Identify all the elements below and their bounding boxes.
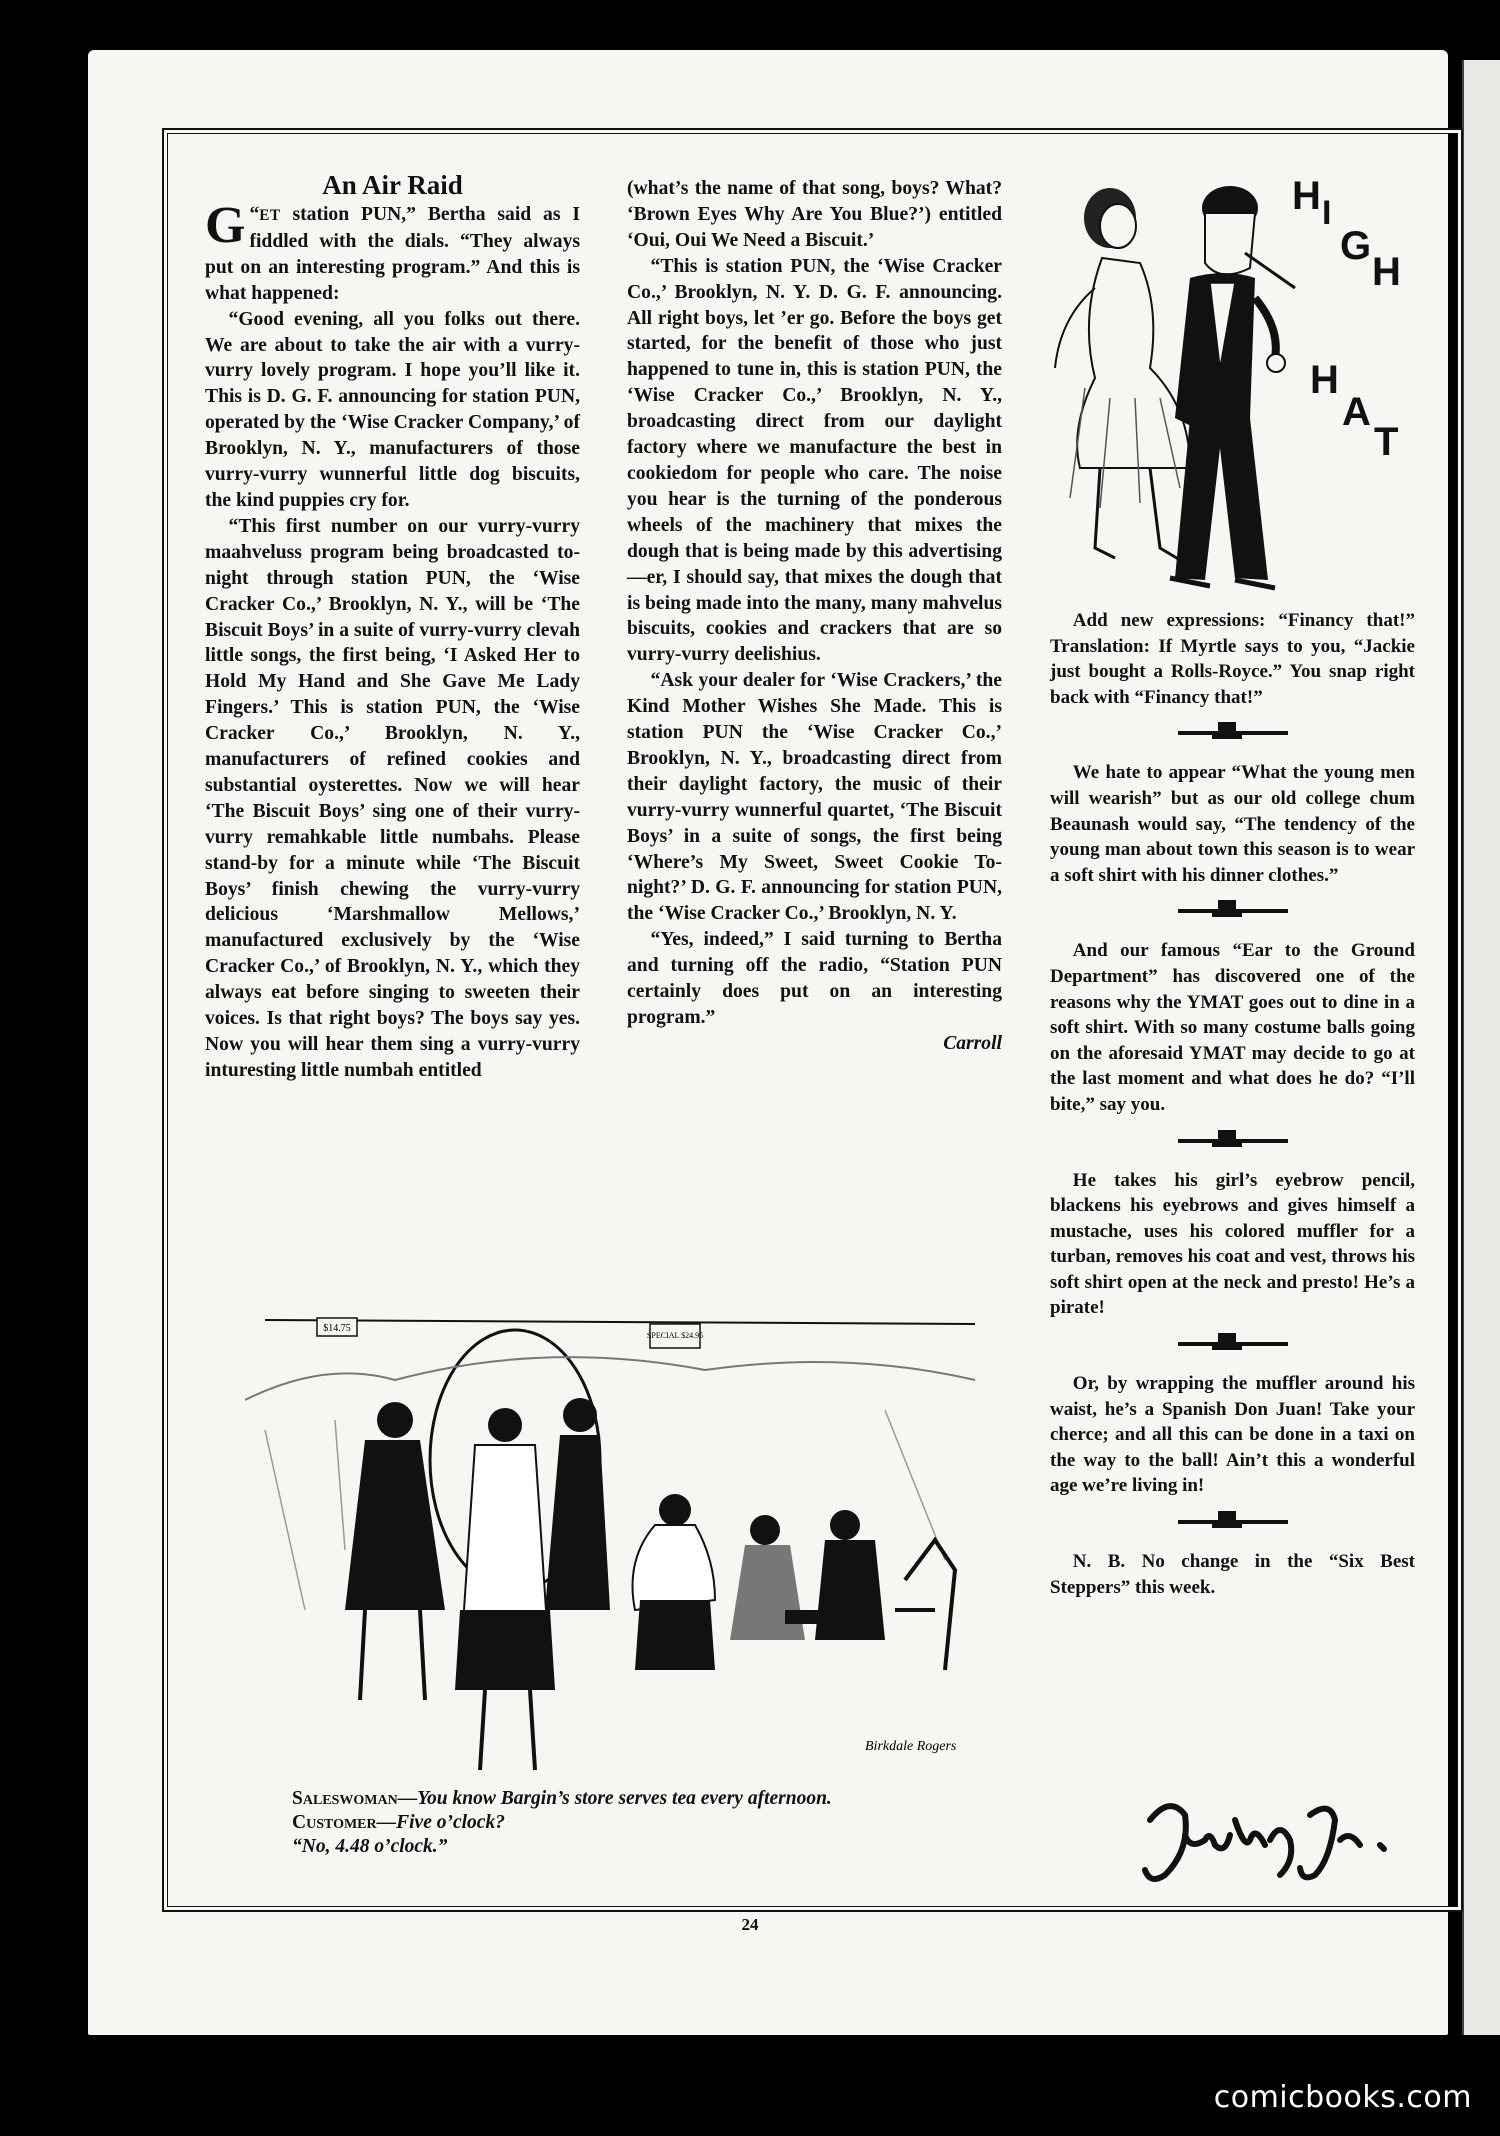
cartoon-caption [292, 1787, 992, 1859]
artist-signature: Birkdale Rogers [865, 1739, 957, 1754]
column-paragraph: We hate to appear “What the young men will wearish” but as our old college chum Beaunash would say, “The tendency of the young man about town this season is to wear a soft shirt with his dinner clothes.” [1050, 762, 1415, 886]
top-hat-divider-icon [1178, 720, 1288, 746]
article-paragraph: “ G ET station PUN,” Bertha said as I fiddled with the dials. “They always put on an interesting program.” And this is what happened: [205, 197, 580, 304]
article-paragraph: (what’s the name of that song, boys? What? ‘Brown Eyes Why Are You Blue?’) entitled ‘Oui, Oui We Need a Biscuit.’ [627, 178, 1002, 251]
article-column-2 [627, 176, 1002, 1057]
facing-page-edge [1462, 60, 1500, 2035]
top-hat-divider-icon [1178, 1509, 1288, 1535]
column-paragraph: And our famous “Ear to the Ground Department” has discovered one of the reasons why the YMAT goes out to dine in a soft shirt. With so many costume balls going on the aforesaid YMAT may decide to go at the last moment and what does he do? “I’ll bite,” say you. [1050, 940, 1415, 1115]
heading-letter: I [1322, 194, 1332, 232]
high-hat-column [1050, 608, 1415, 1610]
article-paragraph: “Good evening, all you folks out there. We are about to take the air with a vurry-vurry lovely program. I hope you’ll like it. This is D. G. F. announcing for station PUN, operated by the ‘Wise Cracker Company,’ of Brooklyn, N. Y., manufacturers of those vurry-vurry wunnerful little dog biscuits, the kind puppies cry for. [205, 308, 580, 511]
article-paragraph: “This is station PUN, the ‘Wise Cracker Co.,’ Brooklyn, N. Y. D. G. F. announcing. All right boys, let ’er go. Before the boys get started, for the benefit of those who just happened to tune in, this is station PUN, the ‘Wise Cracker Co.,’ Brooklyn, N. Y., broadcasting direct from our daylight factory where we manufacture the best in cookiedom for people who care. The noise you hear is the turning of the ponderous wheels of the machinery that mixes the dough that is being made by this advertising—er, I should say, that mixes the dough that is being made into the many, many mahvelus biscuits, cookies and crackers that are so vurry-vurry deelishius. [627, 255, 1002, 666]
column-paragraph: Or, by wrapping the muffler around his waist, he’s a Spanish Don Juan! Take your cherce; and all this can be done in a taxi on the way to the ball! Ain’t this a wonderful age we’re living in! [1050, 1373, 1415, 1497]
top-hat-divider-icon [1178, 1331, 1288, 1357]
shop-cartoon [245, 1310, 980, 1785]
article-paragraph: “Ask your dealer for ‘Wise Crackers,’ the Kind Mother Wishes She Made. This is station PUN the ‘Wise Cracker Co.,’ Brooklyn, N. Y., broadcasting direct from their daylight factory, the music of their vurry-vurry wunnerful quartet, ‘The Biscuit Boys’ in a suite of songs, the first being ‘Where’s My Sweet, Sweet Cookie To-night?’ D. G. F. announcing for station PUN, the ‘Wise Cracker Co.,’ Brooklyn, N. Y. [627, 670, 1002, 925]
price-tag-right: SPECIAL $24.95 [646, 1331, 704, 1340]
heading-letter: A [1342, 390, 1371, 434]
heading-letter: H [1292, 174, 1321, 218]
caption-line: “No, 4.48 o’clock.” [292, 1836, 448, 1857]
caption-line: Customer—Five o’clock? [292, 1812, 505, 1833]
article-paragraph: “This first number on our vurry-vurry maahveluss program being broadcasted to-night through station PUN, the ‘Wise Cracker Co.,’ Brooklyn, N. Y., will be ‘The Biscuit Boys’ in a suite of vurry-vurry clevah little songs, the first being, ‘I Asked Her to Hold My Hand and She Gave Me Lady Fingers.’ This is station PUN, the ‘Wise Cracker Co.,’ Brooklyn, N. Y., manufacturers of refined cookies and substantial oysterettes. Now we will hear ‘The Biscuit Boys’ sing one of their vurry-vurry remahkable little numbahs. Please stand-by for a minute while ‘The Biscuit Boys’ finish chewing the vurry-vurry delicious ‘Marshmallow Mellows,’ manufactured exclusively by the ‘Wise Cracker Co.,’ of Brooklyn, N. Y., which they always eat before singing to sweeten their voices. Is that right boys? The boys say yes. Now you will hear them sing a vurry-vurry inturesting little numbah entitled [205, 515, 580, 1081]
article-title: An Air Raid [322, 170, 463, 200]
column-paragraph: Add new expressions: “Financy that!” Translation: If Myrtle says to you, “Jackie just bought a Rolls-Royce.” You snap right back with “Financy that!” [1050, 610, 1415, 708]
top-hat-divider-icon [1178, 1128, 1288, 1154]
judge-jr-signature [1130, 1790, 1430, 1890]
heading-letter: H [1310, 358, 1339, 402]
store-scene-drawing [245, 1310, 980, 1785]
column-paragraph: N. B. No change in the “Six Best Steppers” this week. [1050, 1551, 1415, 1598]
drop-cap: G [205, 197, 246, 254]
heading-letter: G [1340, 224, 1372, 268]
heading-letter: H [1372, 250, 1401, 294]
top-hat-divider-icon [1178, 898, 1288, 924]
article-column-1 [205, 168, 580, 1084]
handwritten-signature-icon [1130, 1790, 1430, 1890]
heading-letter: T [1374, 420, 1399, 464]
price-tag-left: $14.75 [323, 1323, 351, 1334]
watermark: comicbooks.com [1213, 2080, 1472, 2115]
column-paragraph: He takes his girl’s eyebrow pencil, blackens his eyebrows and gives himself a mustache, uses his colored muffler for a turban, removes his coat and vest, throws his soft shirt open at the neck and presto! He’s a pirate! [1050, 1169, 1415, 1319]
high-hat-illustration [1040, 168, 1420, 628]
article-paragraph: “Yes, indeed,” I said turning to Bertha and turning off the radio, “Station PUN certainly does put on an interesting program.” [627, 929, 1002, 1028]
page-number: 24 [741, 1915, 759, 1934]
caption-line: Saleswoman—You know Bargin’s store serves tea every afternoon. [292, 1788, 832, 1809]
article-signature: Carroll [943, 1032, 1002, 1054]
